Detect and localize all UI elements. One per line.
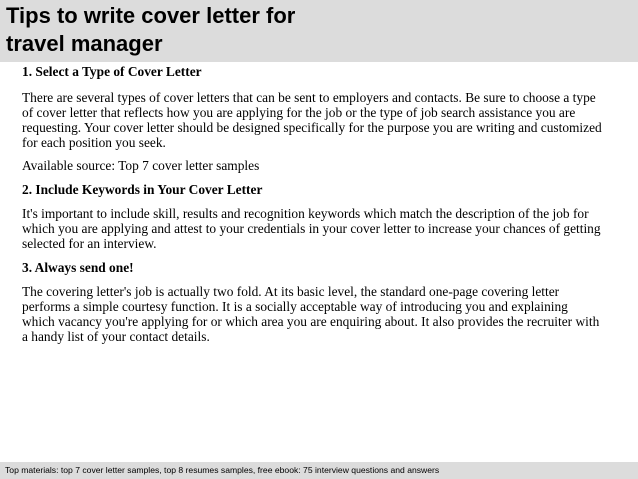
section-2-body: It's important to include skill, results and recognition keywords which match the description of the job for which you are applying and attest to your credentials in your cover letter to increase your chances of getting selected for an interview. bbox=[22, 206, 601, 251]
section-1-source: Available source: Top 7 cover letter samples bbox=[22, 158, 260, 173]
section-2-heading: 2. Include Keywords in Your Cover Letter bbox=[22, 182, 263, 197]
title-bar bbox=[0, 0, 638, 62]
section-1-body: There are several types of cover letters that can be sent to employers and contacts. Be sure to choose a type of cover letter that reflects how you are applying for the job or the type of job search assistance you are requesting. Your cover letter should be designed specifically for the purpose you are writing and customized for each position you seek. bbox=[22, 90, 602, 150]
main-content bbox=[22, 64, 602, 344]
footer-bar bbox=[0, 462, 638, 479]
title-line-1: Tips to write cover letter for bbox=[6, 3, 296, 28]
section-3-heading: 3. Always send one! bbox=[22, 260, 134, 275]
title-line-2: travel manager bbox=[6, 31, 163, 56]
footer-text: Top materials: top 7 cover letter samples, top 8 resumes samples, free ebook: 75 interview questions and answers bbox=[5, 465, 440, 475]
page-title bbox=[6, 2, 606, 58]
section-1-heading: 1. Select a Type of Cover Letter bbox=[22, 64, 202, 79]
section-3-body: The covering letter's job is actually two fold. At its basic level, the standard one-page covering letter performs a simple courtesy function. It is a socially acceptable way of introducing you and explaining which vacancy you're applying for or which area you are enquiring about. It also provides the recruiter with a handy list of your contact details. bbox=[22, 284, 600, 344]
